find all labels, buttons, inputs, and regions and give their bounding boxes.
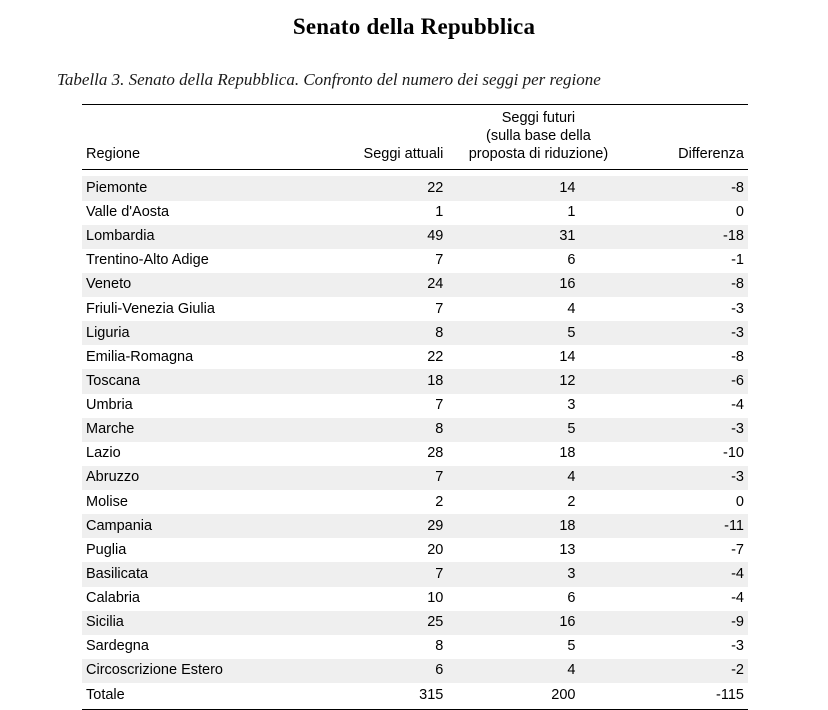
table-row [82,418,748,442]
table-row [82,538,748,562]
cell-differenza: -4 [731,397,744,413]
table-body [82,170,748,709]
cell-seggi-attuali: 1 [435,204,444,220]
column-header-seggi-futuri-line3: proposta di riduzione) [468,146,609,163]
cell-regione: Campania [82,514,314,538]
cell-differenza: 0 [735,204,744,220]
document-page [0,14,828,703]
cell-seggi-attuali: 8 [435,638,444,655]
cell-seggi-futuri: 31 [449,225,627,249]
cell-seggi-futuri: 4 [449,466,627,490]
cell-seggi-attuali: 25 [314,611,450,635]
cell-seggi-attuali: 28 [427,445,444,462]
cell-seggi-attuali: 7 [314,466,450,490]
column-header-seggi-futuri [449,105,627,170]
cell-regione: Lombardia [82,225,314,249]
cell-seggi-futuri: 6 [567,590,576,606]
table-row [82,297,748,321]
table-row [82,321,748,345]
cell-seggi-attuali: 8 [314,418,450,442]
cell-seggi-futuri: 16 [449,273,627,297]
cell-seggi-attuali: 49 [314,225,450,249]
cell-differenza: -3 [628,418,749,442]
cell-seggi-futuri: 14 [559,348,576,365]
table-row [82,225,748,249]
cell-regione: Marche [82,418,314,442]
cell-regione: Molise [86,493,128,510]
cell-differenza: -7 [731,541,744,558]
cell-seggi-attuali: 10 [427,590,444,606]
cell-seggi-attuali: 29 [314,514,450,538]
cell-differenza: -8 [628,176,749,200]
page-title: Senato della Repubblica [292,14,536,39]
cell-total-seggi-attuali: 315 [314,683,450,709]
column-header-seggi-futuri-line1: Seggi futuri [501,110,576,126]
cell-regione: Emilia-Romagna [86,348,194,365]
cell-regione: Veneto [82,273,314,297]
cell-differenza: -8 [731,348,744,365]
cell-regione: Toscana [82,369,314,393]
cell-total-label: Totale [82,683,314,709]
table-row [82,201,748,225]
table-row [82,587,748,611]
cell-differenza: -4 [628,562,749,586]
cell-seggi-futuri: 5 [567,638,576,655]
cell-seggi-futuri: 14 [449,176,627,200]
table-row [82,562,748,586]
table-row [82,611,748,635]
cell-seggi-attuali: 8 [314,321,450,345]
cell-differenza: -8 [628,273,749,297]
cell-differenza: -9 [628,611,749,635]
table-row [82,635,748,659]
cell-differenza: -6 [628,369,749,393]
column-header-seggi-attuali: Seggi attuali [314,105,450,170]
cell-regione: Sardegna [86,638,149,655]
cell-total-seggi-futuri: 200 [449,683,627,709]
column-header-seggi-futuri-line2: (sulla base della [486,128,591,145]
cell-seggi-futuri: 4 [449,659,627,683]
cell-seggi-futuri: 18 [559,445,576,462]
cell-differenza: -2 [628,659,749,683]
cell-seggi-attuali: 2 [435,493,444,510]
cell-seggi-attuali: 7 [435,397,444,413]
cell-seggi-attuali: 24 [314,273,450,297]
cell-total-differenza: -115 [628,683,749,709]
cell-regione: Valle d'Aosta [86,204,170,220]
table-caption: Tabella 3. Senato della Repubblica. Confronto del numero dei seggi per regione [57,70,601,89]
cell-regione: Calabria [86,590,140,606]
table-row [82,659,748,683]
table-row [82,466,748,490]
cell-seggi-futuri: 5 [449,418,627,442]
table-row [82,176,748,200]
cell-regione: Basilicata [82,562,314,586]
table-row [82,249,748,273]
table-row [82,273,748,297]
table-row [82,490,748,514]
cell-differenza: -3 [731,300,744,317]
cell-seggi-futuri: 6 [567,252,576,269]
cell-regione: Trentino-Alto Adige [86,252,209,269]
cell-seggi-attuali: 22 [427,348,444,365]
cell-regione: Circoscrizione Estero [82,659,314,683]
cell-differenza: -11 [628,514,749,538]
table-row [82,394,748,418]
cell-regione: Liguria [82,321,314,345]
cell-differenza: -4 [731,590,744,606]
cell-seggi-futuri: 2 [567,493,576,510]
cell-seggi-futuri: 18 [449,514,627,538]
table-row [82,442,748,466]
cell-seggi-attuali: 7 [435,252,444,269]
cell-seggi-futuri: 1 [567,204,576,220]
cell-seggi-futuri: 5 [449,321,627,345]
cell-seggi-attuali: 20 [427,541,444,558]
cell-seggi-attuali: 22 [314,176,450,200]
cell-seggi-futuri: 12 [449,369,627,393]
cell-seggi-futuri: 3 [567,397,576,413]
cell-differenza: -10 [723,445,744,462]
table-header [82,105,748,170]
table-row [82,345,748,369]
table-total-row [82,683,748,709]
cell-differenza: -3 [628,321,749,345]
seats-comparison-table [82,104,748,710]
cell-differenza: -1 [731,252,744,269]
cell-seggi-attuali: 7 [435,300,444,317]
column-header-regione: Regione [82,105,314,170]
cell-differenza: 0 [735,493,744,510]
table-bottom-rule [82,709,748,710]
table-row [82,369,748,393]
table-row [82,514,748,538]
cell-seggi-futuri: 13 [559,541,576,558]
cell-regione: Lazio [86,445,121,462]
cell-regione: Puglia [86,541,127,558]
cell-regione: Umbria [86,397,133,413]
cell-regione: Sicilia [82,611,314,635]
column-header-differenza: Differenza [628,105,749,170]
cell-regione: Abruzzo [82,466,314,490]
cell-seggi-attuali: 18 [314,369,450,393]
cell-seggi-attuali: 7 [314,562,450,586]
cell-regione: Friuli-Venezia Giulia [86,300,215,317]
cell-differenza: -3 [731,638,744,655]
cell-seggi-futuri: 16 [449,611,627,635]
cell-seggi-futuri: 4 [567,300,576,317]
cell-seggi-futuri: 3 [449,562,627,586]
cell-differenza: -18 [628,225,749,249]
cell-seggi-attuali: 6 [314,659,450,683]
cell-differenza: -3 [628,466,749,490]
cell-regione: Piemonte [82,176,314,200]
